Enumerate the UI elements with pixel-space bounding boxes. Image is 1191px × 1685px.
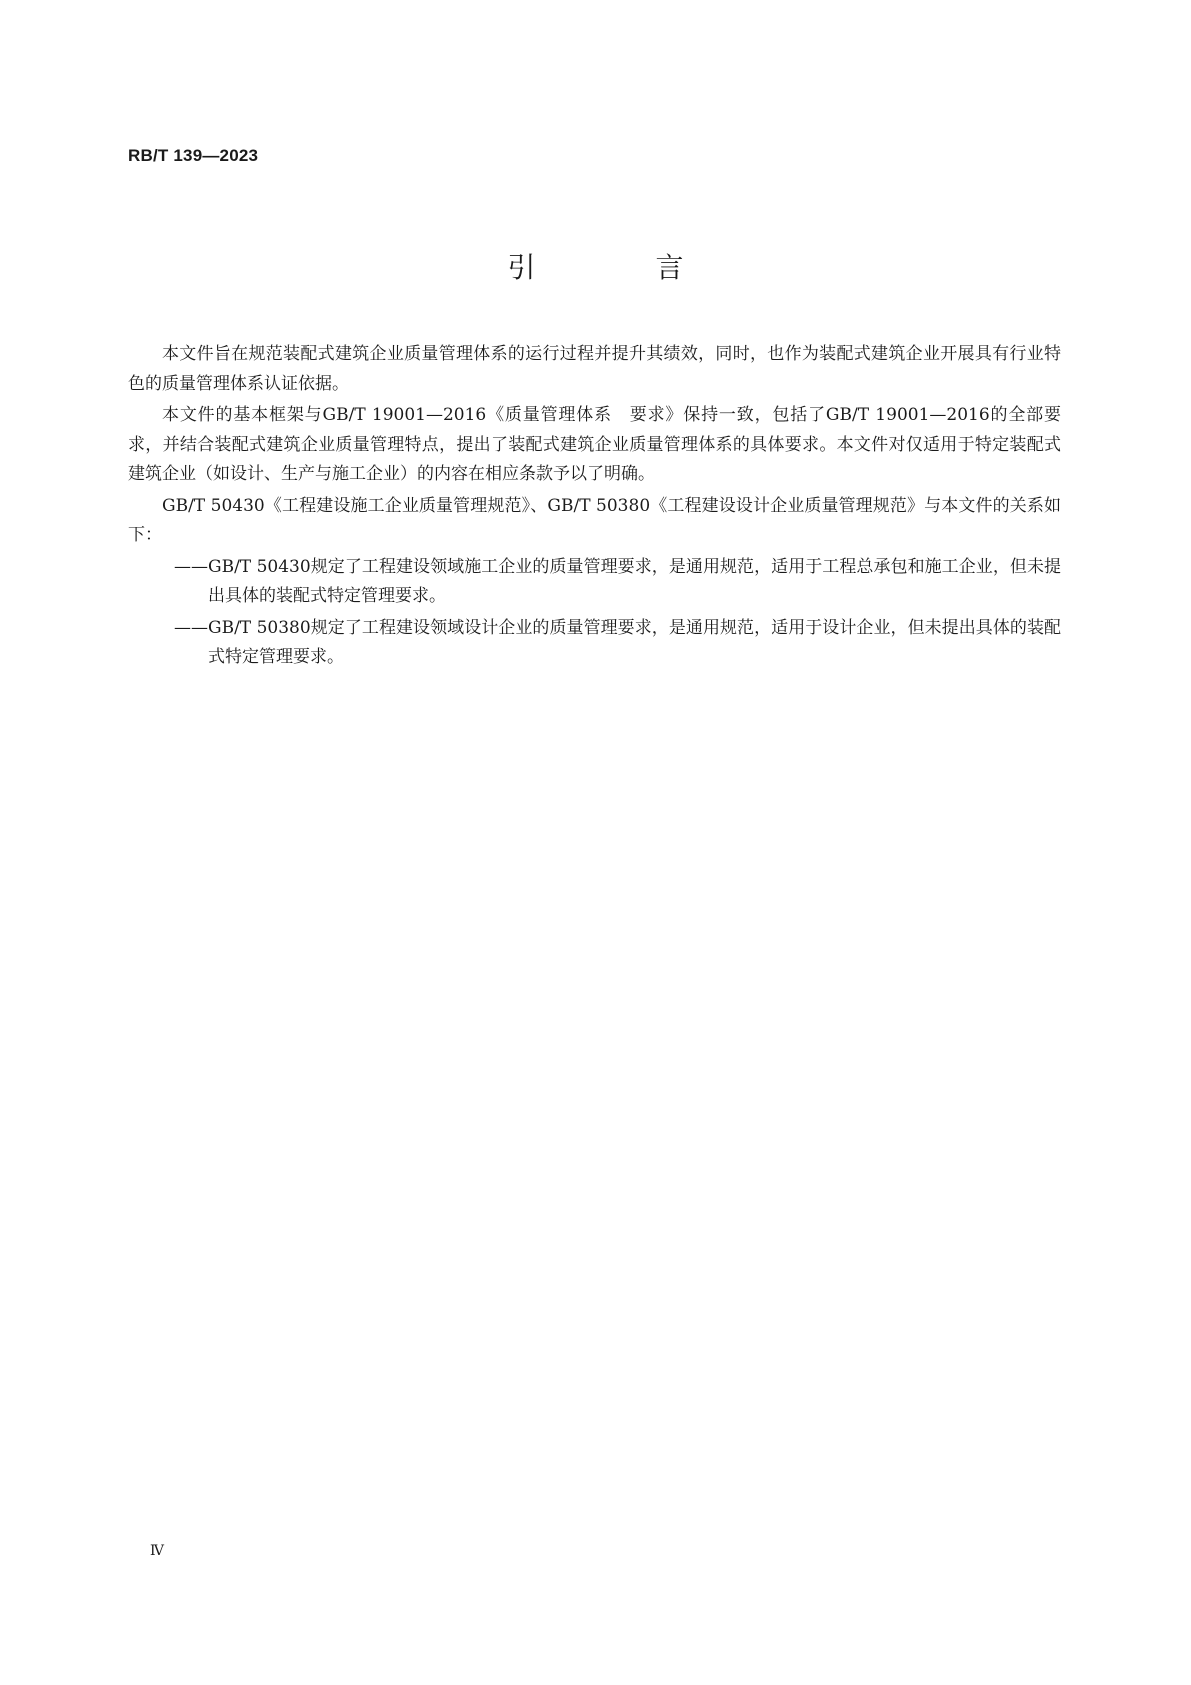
paragraph-relations: GB/T 50430《工程建设施工企业质量管理规范》、GB/T 50380《工程建设设计企业质量管理规范》与本文件的关系如下： (128, 495, 1061, 545)
list-item-gbt-50430: ——GB/T 50430规定了工程建设领域施工企业的质量管理要求，是通用规范，适用于工程总承包和施工企业，但未提出具体的装配式特定管理要求。 (174, 556, 1061, 606)
paragraph-framework: 本文件的基本框架与GB/T 19001—2016《质量管理体系 要求》保持一致，包括了GB/T 19001—2016的全部要求，并结合装配式建筑企业质量管理特点，提出了装配式建筑企业质量管理体系的具体要求。本文件对仅适用于特定装配式建筑企业（如设计、生产与施工企业）的内容在相应条款予以了明确。 (128, 405, 1061, 484)
paragraph-purpose: 本文件旨在规范装配式建筑企业质量管理体系的运行过程并提升其绩效，同时，也作为装配式建筑企业开展具有行业特色的质量管理体系认证依据。 (128, 344, 1061, 394)
introduction-body (128, 340, 1061, 675)
page-number: Ⅳ (150, 1543, 164, 1559)
list-item-gbt-50380: ——GB/T 50380规定了工程建设领域设计企业的质量管理要求，是通用规范，适用于设计企业，但未提出具体的装配式特定管理要求。 (174, 617, 1061, 667)
standard-code: RB/T 139—2023 (128, 146, 259, 165)
page-title: 引 言 (507, 251, 730, 284)
